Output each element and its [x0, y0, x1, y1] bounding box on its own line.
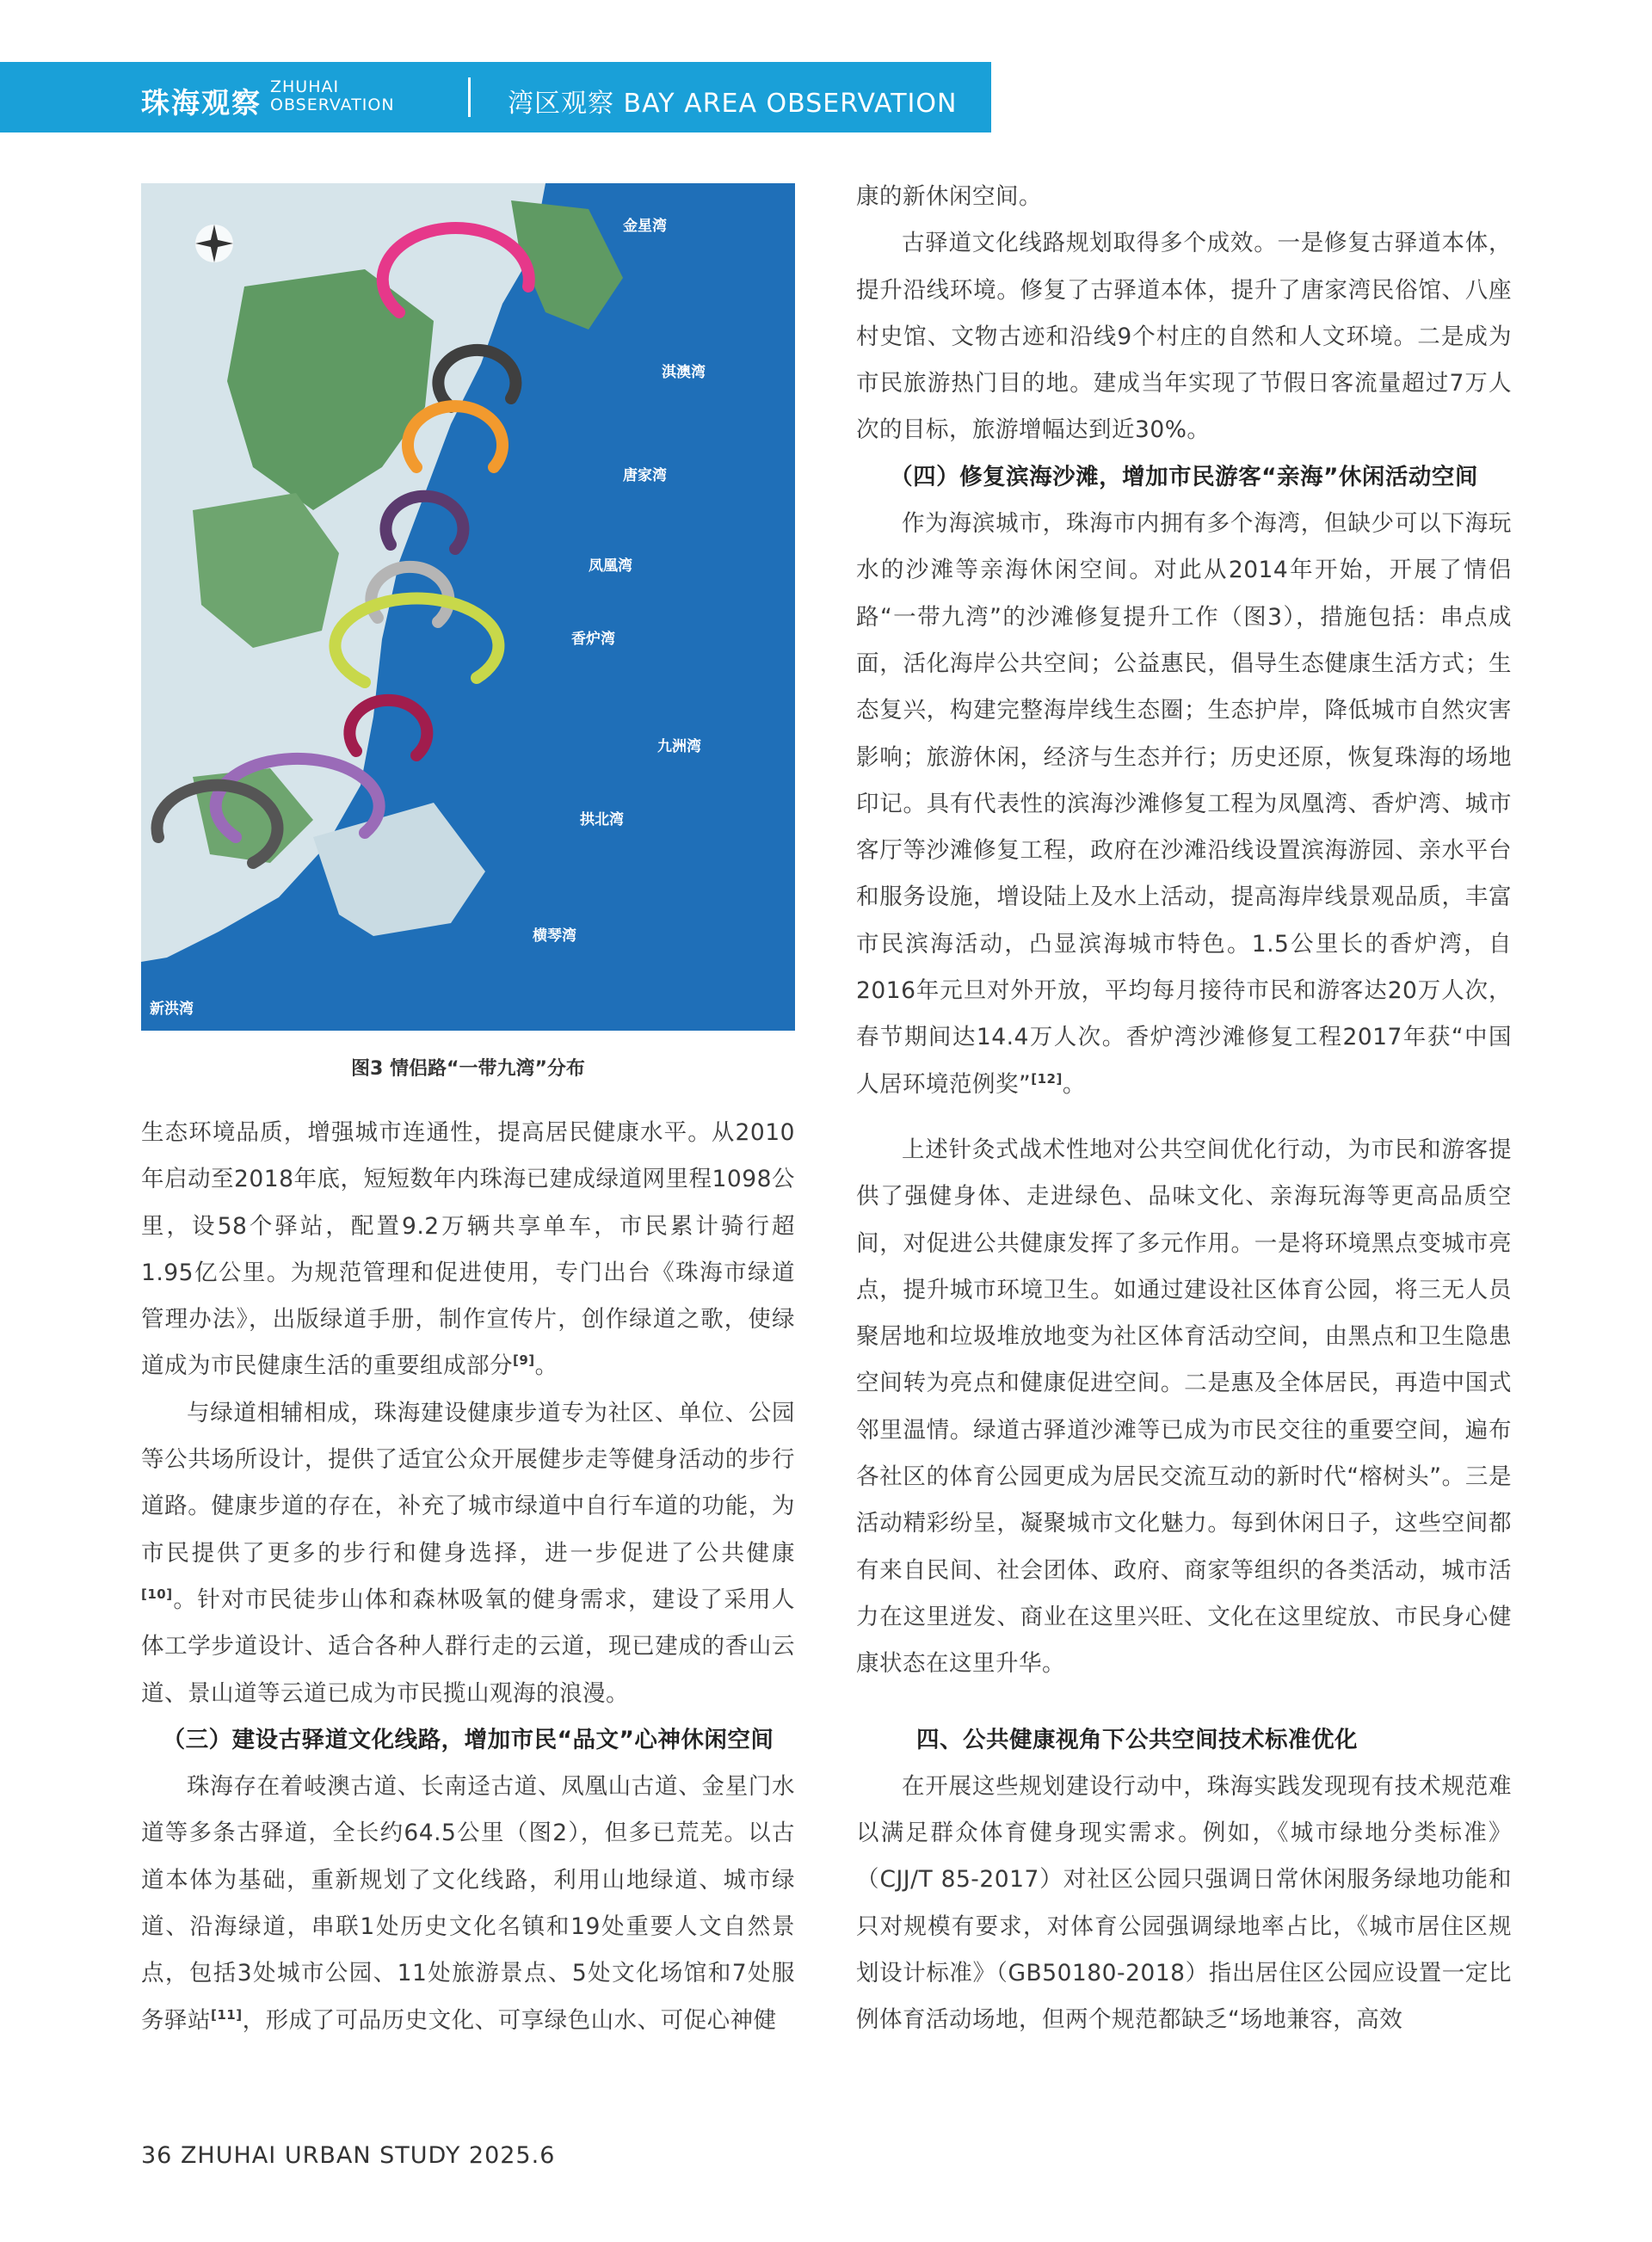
label-tangjia: 唐家湾 — [623, 467, 667, 484]
label-xianglu: 香炉湾 — [571, 631, 615, 648]
right-column — [856, 174, 1512, 2044]
header-title-en-line1: ZHUHAI — [270, 77, 340, 96]
header-divider — [468, 77, 471, 117]
label-xinhong: 新洪湾 — [150, 1001, 194, 1018]
ref-9: [9] — [513, 1352, 535, 1369]
text: 作为海滨城市，珠海市内拥有多个海湾，但缺少可以下海玩水的沙滩等亲海休闲空间。对此从2014年开始，开展了情侣路“一带九湾”的沙滩修复提升工作（图3），措施包括：串点成面，活化海岸公共空间；公益惠民，倡导生态健康生活方式；生态复兴，构建完整海岸线生态圈；生态护岸，降低城市自然灾害影响；旅游休闲，经济与生态并行；历史还原，恢复珠海的场地印记。具有代表性的滨海沙滩修复工程为凤凰湾、香炉湾、城市客厅等沙滩修复工程，政府在沙滩沿线设置滨海游园、亲水平台和服务设施，增设陆上及水上活动，提高海岸线景观品质，丰富市民滨海活动，凸显滨海城市特色。1.5公里长的香炉湾，自2016年元旦对外开放，平均每月接待市民和游客达20万人次，春节期间达14.4万人次。香炉湾沙滩修复工程2017年获“中国人居环境范例奖” — [856, 510, 1512, 1098]
header-title-en-line2: OBSERVATION — [270, 95, 395, 114]
right-heading-5: 四、公共健康视角下公共空间技术标准优化 — [916, 1726, 1358, 1753]
label-hengqin: 横琴湾 — [533, 927, 576, 945]
left-heading-3: （三）建设古驿道文化线路，增加市民“品文”心神休闲空间 — [162, 1726, 774, 1753]
left-paragraph-3 — [141, 1764, 795, 2044]
label-jinxing: 金星湾 — [623, 218, 667, 235]
ref-11: [11] — [211, 2006, 243, 2023]
label-qiao: 淇澳湾 — [662, 364, 706, 381]
label-gongbei: 拱北湾 — [580, 811, 624, 828]
header-title-en — [270, 78, 395, 114]
right-heading-4: （四）修复滨海沙滩，增加市民游客“亲海”休闲活动空间 — [890, 463, 1478, 490]
text: 。 — [534, 1352, 558, 1380]
text: 与绿道相辅相成，珠海建设健康步道专为社区、单位、公园等公共场所设计，提供了适宜公众开展健步走等健身活动的步行道路。健康步道的存在，补充了城市绿道中自行车道的功能，为市民提供了更多的步行和健身选择，进一步促进了公共健康 — [141, 1399, 795, 1567]
right-paragraph-4: 在开展这些规划建设行动中，珠海实践发现现有技术规范难以满足群众体育健身现实需求。例如，《城市绿地分类标准》（CJJ/T 85-2017）对社区公园只强调日常休闲服务绿地功能和只对规模有要求，对体育公园强调绿地率占比，《城市居住区规划设计标准》（GB50180-2018）指出居住区公园应设置一定比例体育活动场地，但两个规范都缺乏“场地兼容，高效 — [856, 1772, 1512, 2034]
label-fenghuang: 凤凰湾 — [589, 557, 632, 575]
header-section: 湾区观察 BAY AREA OBSERVATION — [508, 89, 958, 119]
figure-caption: 图3 情侣路“一带九湾”分布 — [351, 1058, 585, 1080]
page-header — [0, 62, 991, 132]
ref-10: [10] — [141, 1586, 173, 1603]
text: 珠海存在着岐澳古道、长南迳古道、凤凰山古道、金星门水道等多条古驿道，全长约64.5公里（图2），但多已荒芜。以古道本体为基础，重新规划了文化线路，利用山地绿道、城市绿道、沿海绿道，串联1处历史文化名镇和19处重要人文自然景点，包括3处城市公园、11处旅游景点、5处文化场馆和7处服务驿站 — [141, 1773, 795, 2034]
right-paragraph-2 — [856, 501, 1512, 1108]
text: 。针对市民徒步山体和森林吸氧的健身需求，建设了采用人体工学步道设计、适合各种人群行走的云道，现已建成的香山云道、景山道等云道已成为市民揽山观海的浪漫。 — [141, 1586, 795, 1707]
text: 生态环境品质，增强城市连通性，提高居民健康水平。从2010年启动至2018年底，短短数年内珠海已建成绿道网里程1098公里，设58个驿站，配置9.2万辆共享单车，市民累计骑行超1.95亿公里。为规范管理和促进使用，专门出台《珠海市绿道管理办法》，出版绿道手册，制作宣传片，创作绿道之歌，使绿道成为市民健康生活的重要组成部分 — [141, 1119, 795, 1380]
right-paragraph-1: 古驿道文化线路规划取得多个成效。一是修复古驿道本体，提升沿线环境。修复了古驿道本体，提升了唐家湾民俗馆、八座村史馆、文物古迹和沿线9个村庄的自然和人文环境。二是成为市民旅游热门目的地。建成当年实现了节假日客流量超过7万人次的目标，旅游增幅达到近30%。 — [856, 230, 1512, 444]
right-paragraph-3: 上述针灸式战术性地对公共空间优化行动，为市民和游客提供了强健身体、走进绿色、品味文化、亲海玩海等更高品质空间，对促进公共健康发挥了多元作用。一是将环境黑点变城市亮点，提升城市环境卫生。如通过建设社区体育公园，将三无人员聚居地和垃圾堆放地变为社区体育活动空间，由黑点和卫生隐患空间转为亮点和健康促进空间。二是惠及全体居民，再造中国式邻里温情。绿道古驿道沙滩等已成为市民交往的重要空间，遍布各社区的体育公园更成为居民交流互动的新时代“榕树头”。三是活动精彩纷呈，凝聚城市文化魅力。每到休闲日子，这些空间都有来自民间、社会团体、政府、商家等组织的各类活动，城市活力在这里迸发、商业在这里兴旺、文化在这里绽放、市民身心健康状态在这里升华。 — [856, 1136, 1512, 1678]
ref-12: [12] — [1031, 1070, 1063, 1087]
label-jiuzhou: 九洲湾 — [657, 738, 701, 755]
left-paragraph-2 — [141, 1390, 795, 1717]
page-footer: 36 ZHUHAI URBAN STUDY 2025.6 — [141, 2142, 556, 2169]
map-compass — [195, 225, 233, 262]
header-title-cn: 珠海观察 — [141, 86, 262, 120]
text: ，形成了可品历史文化、可享绿色山水、可促心神健 — [242, 2006, 777, 2034]
left-paragraph-1 — [141, 1110, 795, 1390]
text: 。 — [1062, 1070, 1086, 1098]
right-paragraph-0: 康的新休闲空间。 — [856, 183, 1042, 210]
left-column — [141, 1110, 795, 2044]
figure-map — [141, 183, 795, 1031]
